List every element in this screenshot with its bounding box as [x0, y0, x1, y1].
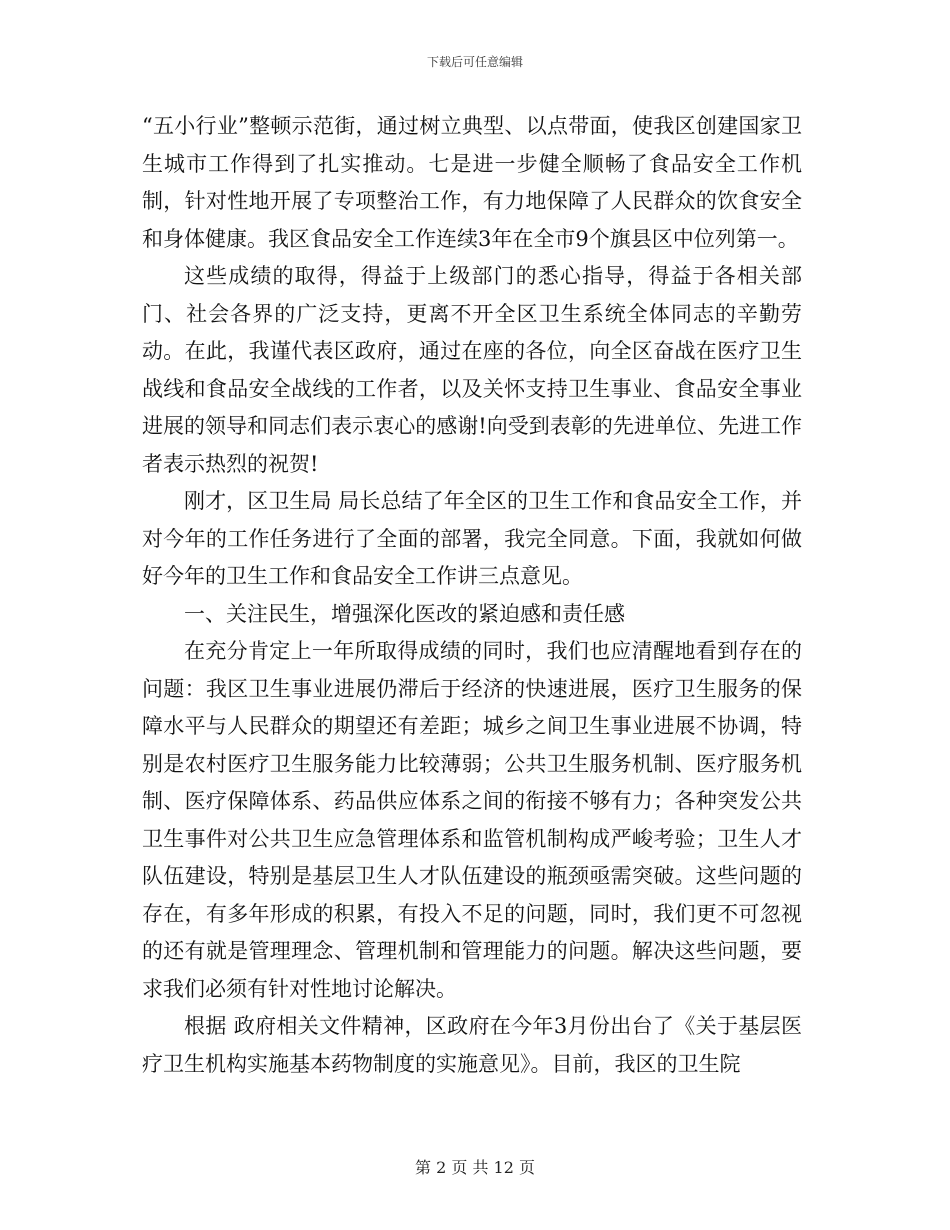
paragraph-5: 根据 政府相关文件精神，区政府在今年3月份出台了《关于基层医疗卫生机构实施基本药物制度的实施意见》。目前，我区的卫生院	[142, 1014, 802, 1076]
page-header: 下载后可任意编辑	[426, 55, 523, 69]
page-number-footer: 第 2 页 共 12 页	[415, 1158, 535, 1177]
paragraph-3: 刚才，区卫生局 局长总结了年全区的卫生工作和食品安全工作，并对今年的工作任务进行了全面的部署，我完全同意。下面，我就如何做好今年的卫生工作和食品安全工作讲三点意见。	[142, 489, 802, 588]
section-heading: 一、关注民生，增强深化医改的紧迫感和责任感	[184, 601, 625, 626]
paragraph-4: 在充分肯定上一年所取得成绩的同时，我们也应清醒地看到存在的问题：我区卫生事业进展仍滞后于经济的快速进展，医疗卫生服务的保障水平与人民群众的期望还有差距；城乡之间卫生事业进展不协调，特别是农村医疗卫生服务能力比较薄弱；公共卫生服务机制、医疗服务机制、医疗保障体系、药品供应体系之间的衔接不够有力；各种突发公共卫生事件对公共卫生应急管理体系和监管机制构成严峻考验；卫生人才队伍建设，特别是基层卫生人才队伍建设的瓶颈亟需突破。这些问题的存在，有多年形成的积累，有投入不足的问题，同时，我们更不可忽视的还有就是管理理念、管理机制和管理能力的问题。解决这些问题，要求我们必须有针对性地讨论解决。	[142, 639, 802, 1001]
document-body	[142, 108, 802, 1083]
paragraph-1: “五小行业”整顿示范街，通过树立典型、以点带面，使我区创建国家卫生城市工作得到了扎实推动。七是进一步健全顺畅了食品安全工作机制，针对性地开展了专项整治工作，有力地保障了人民群众的饮食安全和身体健康。我区食品安全工作连续3年在全市9个旗县区中位列第一。	[142, 114, 802, 251]
paragraph-2: 这些成绩的取得，得益于上级部门的悉心指导，得益于各相关部门、社会各界的广泛支持，更离不开全区卫生系统全体同志的辛勤劳动。在此，我谨代表区政府，通过在座的各位，向全区奋战在医疗卫生战线和食品安全战线的工作者，以及关怀支持卫生事业、食品安全事业进展的领导和同志们表示衷心的感谢!向受到表彰的先进单位、先进工作者表示热烈的祝贺!	[142, 264, 802, 476]
